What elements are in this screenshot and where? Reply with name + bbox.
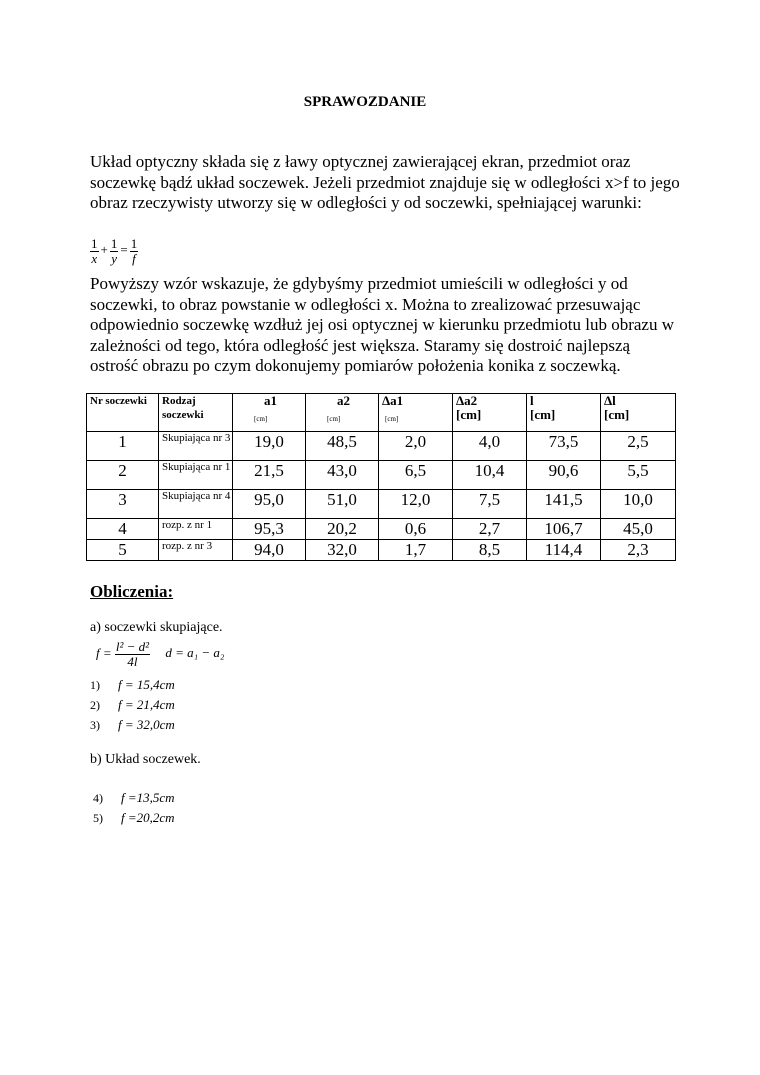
result-value: f = 21,4cm (118, 697, 175, 712)
cell-a1: 19,0 (233, 432, 306, 461)
eq-equals: = (120, 242, 128, 258)
lens-equation (90, 237, 138, 266)
cell-da1: 0,6 (379, 519, 453, 540)
header-a1-label: a1 (264, 393, 277, 408)
header-nr: Nr soczewki (87, 394, 159, 432)
cell-da2: 10,4 (453, 461, 527, 490)
formula-d-definition: d = a₁ − a₂ (165, 645, 225, 661)
table-row (87, 540, 676, 561)
header-a2-unit: [cm] (327, 415, 341, 423)
cell-a2: 43,0 (306, 461, 379, 490)
cell-da2: 2,7 (453, 519, 527, 540)
result-value: f = 15,4cm (118, 677, 175, 692)
result-item (90, 697, 175, 713)
cell-l: 90,6 (527, 461, 601, 490)
header-da1-unit: [cm] (385, 415, 399, 423)
cell-nr: 4 (87, 519, 159, 540)
cell-dl: 5,5 (601, 461, 676, 490)
eq-den-y: y (111, 251, 117, 266)
cell-da1: 12,0 (379, 490, 453, 519)
cell-a1: 95,3 (233, 519, 306, 540)
cell-l: 73,5 (527, 432, 601, 461)
cell-type: Skupiająca nr 1 (159, 461, 233, 490)
result-item (93, 810, 175, 826)
calculations-heading: Obliczenia: (90, 582, 174, 601)
header-a2 (306, 394, 379, 432)
cell-nr: 5 (87, 540, 159, 561)
header-l (527, 394, 601, 432)
eq-num-2: 1 (110, 236, 118, 251)
table-row (87, 519, 676, 540)
formula-lhs: f = (96, 645, 112, 661)
cell-nr: 3 (87, 490, 159, 519)
result-value: f = 32,0cm (118, 717, 175, 732)
header-a1 (233, 394, 306, 432)
section-a-label: a) soczewki skupiające. (90, 620, 223, 635)
cell-dl: 45,0 (601, 519, 676, 540)
eq-plus: + (100, 242, 108, 258)
eq-den-f: f (132, 251, 136, 266)
header-a1-unit: [cm] (254, 415, 268, 423)
result-number: 2) (90, 698, 100, 712)
cell-l: 141,5 (527, 490, 601, 519)
cell-a1: 95,0 (233, 490, 306, 519)
section-b-label: b) Układ soczewek. (90, 752, 201, 767)
result-value: f =20,2cm (121, 810, 175, 825)
cell-type: rozp. z nr 1 (159, 519, 233, 540)
focal-length-formula (96, 640, 224, 669)
table-row (87, 461, 676, 490)
cell-a2: 32,0 (306, 540, 379, 561)
method-paragraph: Powyższy wzór wskazuje, że gdybyśmy przedmiot umieścili w odległości y od soczewki, to obraz powstanie w odległości x. Można to zrealizować przesuwając odpowiednio soczewkę wzdłuż jej osi optycznej w kierunku przedmiotu lub obrazu w zależności od tego, która odległość jest większa. Staramy się dostroić najlepszą ostrość obrazu po czym dokonujemy pomiarów położenia konika z soczewką. (90, 274, 674, 375)
header-da1-label: Δa1 (382, 393, 404, 408)
header-da2-label: Δa2 (456, 393, 478, 408)
header-dl (601, 394, 676, 432)
cell-type: Skupiająca nr 4 (159, 490, 233, 519)
header-a2-label: a2 (337, 393, 350, 408)
result-item (90, 677, 175, 693)
cell-dl: 10,0 (601, 490, 676, 519)
result-item (90, 717, 175, 733)
header-da2-unit: [cm] (456, 407, 482, 422)
result-number: 4) (93, 791, 103, 805)
intro-paragraph: Układ optyczny składa się z ławy optycznej zawierającej ekran, przedmiot oraz soczewkę bądź układ soczewek. Jeżeli przedmiot znajduje się w odległości x>f to jego obraz rzeczywisty utworzy się w odległości y od soczewki, spełniającej warunki: (90, 152, 680, 212)
header-da1 (379, 394, 453, 432)
header-l-label: l (530, 393, 534, 408)
table-header-row (87, 394, 676, 432)
cell-da1: 6,5 (379, 461, 453, 490)
eq-den-x: x (91, 251, 98, 266)
header-dl-unit: [cm] (604, 407, 630, 422)
cell-type: rozp. z nr 3 (159, 540, 233, 561)
table-row (87, 432, 676, 461)
result-number: 5) (93, 811, 103, 825)
measurement-table (86, 393, 676, 561)
cell-a1: 94,0 (233, 540, 306, 561)
table-row (87, 490, 676, 519)
cell-l: 106,7 (527, 519, 601, 540)
cell-a2: 48,5 (306, 432, 379, 461)
cell-da1: 1,7 (379, 540, 453, 561)
cell-da2: 4,0 (453, 432, 527, 461)
cell-a2: 20,2 (306, 519, 379, 540)
cell-dl: 2,3 (601, 540, 676, 561)
page-title: SPRAWOZDANIE (303, 94, 427, 110)
result-number: 1) (90, 678, 100, 692)
cell-type: Skupiająca nr 3 (159, 432, 233, 461)
cell-dl: 2,5 (601, 432, 676, 461)
header-l-unit: [cm] (530, 407, 556, 422)
result-number: 3) (90, 718, 100, 732)
cell-da1: 2,0 (379, 432, 453, 461)
cell-da2: 8,5 (453, 540, 527, 561)
cell-nr: 2 (87, 461, 159, 490)
eq-num-3: 1 (130, 236, 138, 251)
formula-numerator: l² − d² (115, 639, 150, 654)
cell-a1: 21,5 (233, 461, 306, 490)
header-dl-label: Δl (604, 393, 616, 408)
cell-l: 114,4 (527, 540, 601, 561)
formula-denominator: 4l (127, 654, 138, 669)
result-item (93, 790, 175, 806)
cell-da2: 7,5 (453, 490, 527, 519)
header-da2 (453, 394, 527, 432)
header-type: Rodzaj soczewki (159, 394, 233, 432)
formula-fraction (115, 640, 150, 669)
cell-a2: 51,0 (306, 490, 379, 519)
cell-nr: 1 (87, 432, 159, 461)
eq-num-1: 1 (91, 236, 98, 251)
result-value: f =13,5cm (121, 790, 175, 805)
